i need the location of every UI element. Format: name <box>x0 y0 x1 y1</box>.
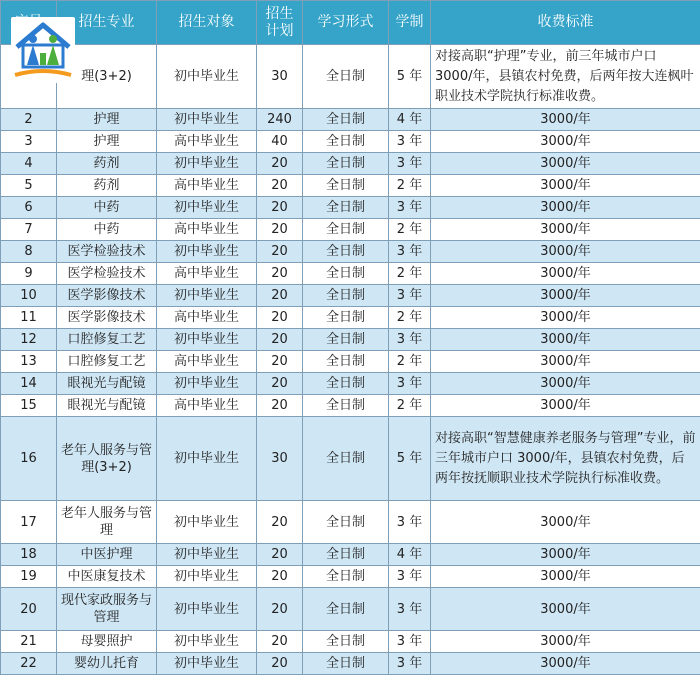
cell-major: 中医护理 <box>57 544 157 566</box>
cell-major: 中药 <box>57 197 157 219</box>
cell-mode: 全日制 <box>303 373 389 395</box>
cell-target: 初中毕业生 <box>157 566 257 588</box>
cell-target: 高中毕业生 <box>157 219 257 241</box>
cell-index: 10 <box>1 285 57 307</box>
cell-mode: 全日制 <box>303 197 389 219</box>
cell-plan: 20 <box>257 175 303 197</box>
cell-duration: 2 年 <box>389 175 431 197</box>
cell-major: 母婴照护 <box>57 631 157 653</box>
cell-plan: 40 <box>257 131 303 153</box>
cell-index: 15 <box>1 395 57 417</box>
cell-fee: 3000/年 <box>431 109 700 131</box>
cell-mode: 全日制 <box>303 588 389 631</box>
cell-target: 初中毕业生 <box>157 285 257 307</box>
cell-duration: 2 年 <box>389 395 431 417</box>
cell-target: 初中毕业生 <box>157 153 257 175</box>
cell-mode: 全日制 <box>303 175 389 197</box>
cell-target: 初中毕业生 <box>157 109 257 131</box>
header-major: 招生专业 <box>57 1 157 45</box>
cell-major: 婴幼儿托育 <box>57 653 157 675</box>
table-row <box>1 501 700 544</box>
table-row <box>1 153 700 175</box>
cell-target: 高中毕业生 <box>157 263 257 285</box>
cell-index: 12 <box>1 329 57 351</box>
cell-target: 初中毕业生 <box>157 631 257 653</box>
cell-index: 13 <box>1 351 57 373</box>
cell-target: 初中毕业生 <box>157 197 257 219</box>
cell-mode: 全日制 <box>303 653 389 675</box>
table-row <box>1 351 700 373</box>
cell-target: 高中毕业生 <box>157 175 257 197</box>
cell-duration: 5 年 <box>389 417 431 501</box>
cell-fee: 3000/年 <box>431 351 700 373</box>
cell-mode: 全日制 <box>303 544 389 566</box>
cell-index: 6 <box>1 197 57 219</box>
cell-fee: 3000/年 <box>431 131 700 153</box>
cell-plan: 20 <box>257 351 303 373</box>
cell-index: 5 <box>1 175 57 197</box>
cell-target: 初中毕业生 <box>157 588 257 631</box>
cell-fee: 3000/年 <box>431 395 700 417</box>
cell-index: 20 <box>1 588 57 631</box>
cell-major: 医学检验技术 <box>57 263 157 285</box>
table-row <box>1 588 700 631</box>
table-row <box>1 197 700 219</box>
table-row <box>1 395 700 417</box>
cell-mode: 全日制 <box>303 631 389 653</box>
cell-fee: 3000/年 <box>431 329 700 351</box>
cell-target: 初中毕业生 <box>157 501 257 544</box>
cell-major: 护理 <box>57 131 157 153</box>
cell-fee: 对接高职“护理”专业，前三年城市户口 3000/年，县镇农村免费，后两年按大连枫叶职业技术学院执行标准收费。 <box>431 45 700 109</box>
cell-major: 口腔修复工艺 <box>57 351 157 373</box>
cell-plan: 20 <box>257 219 303 241</box>
cell-fee: 3000/年 <box>431 373 700 395</box>
cell-duration: 3 年 <box>389 197 431 219</box>
table-row <box>1 241 700 263</box>
cell-plan: 30 <box>257 417 303 501</box>
header-target: 招生对象 <box>157 1 257 45</box>
cell-major: 眼视光与配镜 <box>57 395 157 417</box>
table-row <box>1 131 700 153</box>
cell-plan: 20 <box>257 241 303 263</box>
cell-duration: 3 年 <box>389 631 431 653</box>
cell-fee: 3000/年 <box>431 588 700 631</box>
cell-duration: 5 年 <box>389 45 431 109</box>
cell-plan: 20 <box>257 307 303 329</box>
cell-index: 17 <box>1 501 57 544</box>
header-mode: 学习形式 <box>303 1 389 45</box>
cell-major: 中医康复技术 <box>57 566 157 588</box>
cell-target: 初中毕业生 <box>157 417 257 501</box>
cell-index: 18 <box>1 544 57 566</box>
cell-mode: 全日制 <box>303 329 389 351</box>
cell-duration: 3 年 <box>389 588 431 631</box>
cell-major: 药剂 <box>57 175 157 197</box>
cell-plan: 20 <box>257 153 303 175</box>
cell-index: 4 <box>1 153 57 175</box>
cell-index: 2 <box>1 109 57 131</box>
cell-target: 初中毕业生 <box>157 653 257 675</box>
table-row <box>1 417 700 501</box>
cell-plan: 20 <box>257 285 303 307</box>
cell-duration: 3 年 <box>389 241 431 263</box>
table-row <box>1 373 700 395</box>
cell-mode: 全日制 <box>303 501 389 544</box>
cell-mode: 全日制 <box>303 153 389 175</box>
cell-mode: 全日制 <box>303 109 389 131</box>
cell-mode: 全日制 <box>303 351 389 373</box>
cell-major: 老年人服务与管理(3+2) <box>57 417 157 501</box>
cell-plan: 20 <box>257 395 303 417</box>
cell-index: 8 <box>1 241 57 263</box>
cell-plan: 30 <box>257 45 303 109</box>
cell-mode: 全日制 <box>303 45 389 109</box>
cell-fee: 3000/年 <box>431 285 700 307</box>
cell-target: 初中毕业生 <box>157 544 257 566</box>
cell-duration: 3 年 <box>389 131 431 153</box>
table-header-row <box>1 1 700 45</box>
table-row <box>1 566 700 588</box>
cell-mode: 全日制 <box>303 241 389 263</box>
cell-major: 现代家政服务与管理 <box>57 588 157 631</box>
cell-plan: 240 <box>257 109 303 131</box>
cell-target: 高中毕业生 <box>157 307 257 329</box>
table-row <box>1 307 700 329</box>
cell-fee: 3000/年 <box>431 175 700 197</box>
cell-duration: 3 年 <box>389 285 431 307</box>
cell-target: 初中毕业生 <box>157 241 257 263</box>
cell-fee: 3000/年 <box>431 653 700 675</box>
house-family-logo-icon <box>11 17 75 83</box>
table-body <box>1 45 700 675</box>
cell-plan: 20 <box>257 263 303 285</box>
table-row <box>1 653 700 675</box>
cell-target: 高中毕业生 <box>157 131 257 153</box>
cell-major: 中药 <box>57 219 157 241</box>
table-row <box>1 544 700 566</box>
cell-fee: 3000/年 <box>431 219 700 241</box>
cell-major: 医学影像技术 <box>57 285 157 307</box>
cell-major: 药剂 <box>57 153 157 175</box>
cell-fee: 3000/年 <box>431 544 700 566</box>
cell-mode: 全日制 <box>303 307 389 329</box>
cell-mode: 全日制 <box>303 566 389 588</box>
cell-plan: 20 <box>257 566 303 588</box>
cell-plan: 20 <box>257 373 303 395</box>
cell-duration: 2 年 <box>389 263 431 285</box>
table-row <box>1 175 700 197</box>
cell-target: 高中毕业生 <box>157 351 257 373</box>
cell-fee: 3000/年 <box>431 307 700 329</box>
cell-target: 初中毕业生 <box>157 373 257 395</box>
cell-fee: 3000/年 <box>431 241 700 263</box>
cell-plan: 20 <box>257 631 303 653</box>
cell-index: 21 <box>1 631 57 653</box>
header-plan: 招生计划 <box>257 1 303 45</box>
cell-target: 高中毕业生 <box>157 395 257 417</box>
cell-duration: 3 年 <box>389 566 431 588</box>
cell-target: 初中毕业生 <box>157 329 257 351</box>
cell-plan: 20 <box>257 653 303 675</box>
cell-mode: 全日制 <box>303 395 389 417</box>
cell-plan: 20 <box>257 329 303 351</box>
cell-plan: 20 <box>257 544 303 566</box>
cell-major: 护理 <box>57 109 157 131</box>
cell-duration: 4 年 <box>389 109 431 131</box>
cell-fee: 3000/年 <box>431 501 700 544</box>
cell-mode: 全日制 <box>303 417 389 501</box>
cell-major: 理(3+2) <box>57 45 157 109</box>
cell-major: 老年人服务与管理 <box>57 501 157 544</box>
cell-duration: 2 年 <box>389 307 431 329</box>
cell-fee: 3000/年 <box>431 263 700 285</box>
cell-plan: 20 <box>257 501 303 544</box>
cell-duration: 2 年 <box>389 351 431 373</box>
cell-index: 11 <box>1 307 57 329</box>
cell-duration: 3 年 <box>389 501 431 544</box>
cell-duration: 3 年 <box>389 653 431 675</box>
cell-fee: 对接高职“智慧健康养老服务与管理”专业，前三年城市户口 3000/年，县镇农村免费，后两年按抚顺职业技术学院执行标准收费。 <box>431 417 700 501</box>
cell-index: 19 <box>1 566 57 588</box>
cell-index: 16 <box>1 417 57 501</box>
table-row <box>1 45 700 109</box>
cell-index: 9 <box>1 263 57 285</box>
cell-duration: 3 年 <box>389 153 431 175</box>
cell-index: 7 <box>1 219 57 241</box>
cell-fee: 3000/年 <box>431 566 700 588</box>
header-fee: 收费标准 <box>431 1 700 45</box>
cell-target: 初中毕业生 <box>157 45 257 109</box>
table-row <box>1 109 700 131</box>
cell-plan: 20 <box>257 197 303 219</box>
cell-index: 14 <box>1 373 57 395</box>
cell-mode: 全日制 <box>303 285 389 307</box>
cell-mode: 全日制 <box>303 131 389 153</box>
header-duration: 学制 <box>389 1 431 45</box>
table-row <box>1 219 700 241</box>
cell-fee: 3000/年 <box>431 153 700 175</box>
cell-duration: 2 年 <box>389 219 431 241</box>
cell-index: 22 <box>1 653 57 675</box>
cell-major: 医学影像技术 <box>57 307 157 329</box>
table-row <box>1 329 700 351</box>
table-row <box>1 285 700 307</box>
cell-major: 口腔修复工艺 <box>57 329 157 351</box>
cell-fee: 3000/年 <box>431 197 700 219</box>
cell-major: 医学检验技术 <box>57 241 157 263</box>
cell-duration: 3 年 <box>389 373 431 395</box>
cell-index: 3 <box>1 131 57 153</box>
table-row <box>1 263 700 285</box>
cell-mode: 全日制 <box>303 263 389 285</box>
cell-fee: 3000/年 <box>431 631 700 653</box>
cell-mode: 全日制 <box>303 219 389 241</box>
cell-duration: 4 年 <box>389 544 431 566</box>
table-row <box>1 631 700 653</box>
cell-major: 眼视光与配镜 <box>57 373 157 395</box>
cell-duration: 3 年 <box>389 329 431 351</box>
cell-plan: 20 <box>257 588 303 631</box>
